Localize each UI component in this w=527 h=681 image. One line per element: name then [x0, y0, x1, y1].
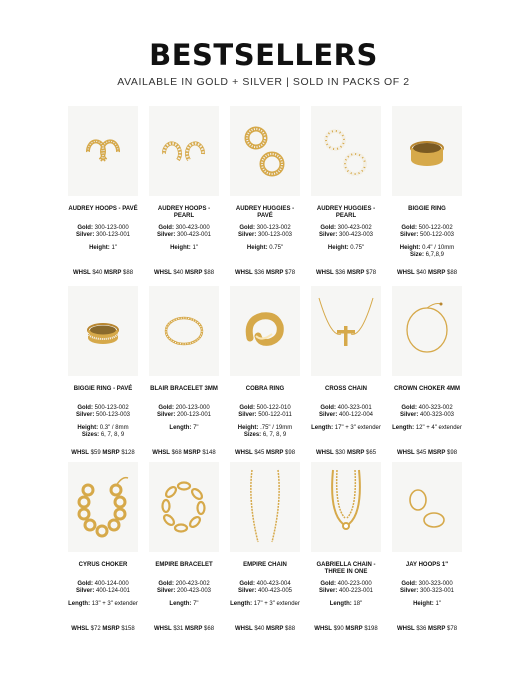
- product-card: [68, 286, 138, 456]
- product-image: [230, 462, 300, 552]
- whsl-price: $36: [335, 270, 346, 276]
- gold-sku: 300-323-000: [418, 581, 453, 587]
- msrp-price: $78: [447, 626, 458, 632]
- silver-label: Silver:: [75, 232, 95, 238]
- silver-sku: 500-122-011: [258, 412, 292, 418]
- spec-value: 17" + 3" extender: [334, 425, 381, 431]
- silver-label: Silver:: [75, 588, 95, 594]
- spec-value: 0.75": [350, 245, 365, 251]
- gold-label: Gold:: [320, 581, 336, 587]
- silver-sku: 200-423-003: [176, 588, 212, 594]
- silver-sku: 300-123-001: [95, 232, 131, 238]
- product-card: [68, 462, 138, 632]
- product-price: [230, 270, 300, 277]
- gold-sku: 400-323-002: [418, 405, 453, 411]
- product-codes: [230, 225, 300, 239]
- whsl-price: $90: [333, 626, 344, 632]
- product-name: BLAIR BRACELET 3MM: [150, 386, 218, 392]
- msrp-price: $78: [366, 270, 377, 276]
- product-image: [311, 286, 381, 376]
- product-codes: [149, 581, 219, 595]
- gold-sku: 200-123-000: [175, 405, 210, 411]
- product-spec: [392, 601, 462, 615]
- product-card: [311, 106, 381, 276]
- silver-sku: 400-223-001: [338, 588, 374, 594]
- whsl-label: WHSL: [234, 626, 253, 632]
- whsl-price: $36: [416, 626, 427, 632]
- product-price: [392, 270, 462, 277]
- spec2-value: 6,7,8,9: [425, 252, 445, 258]
- msrp-price: $128: [121, 450, 135, 456]
- msrp-price: $98: [447, 450, 458, 456]
- spec-label: Length:: [169, 425, 192, 431]
- product-name: CYRUS CHOKER: [78, 562, 128, 568]
- product-codes: [311, 225, 381, 239]
- spec-value: 17" + 3" extender: [253, 601, 300, 607]
- whsl-price: $40: [92, 270, 103, 276]
- spec-label: Height:: [89, 245, 110, 251]
- product-price: [311, 450, 381, 457]
- page-title: BESTSELLERS: [149, 38, 378, 72]
- gold-label: Gold:: [320, 405, 336, 411]
- product-card: [230, 286, 300, 456]
- gold-sku: 400-223-000: [337, 581, 372, 587]
- whsl-label: WHSL: [153, 626, 172, 632]
- spec-label: Height:: [237, 425, 259, 431]
- gold-label: Gold:: [320, 225, 336, 231]
- product-spec: [149, 601, 219, 615]
- cross-necklace-icon: [311, 286, 381, 376]
- product-name: AUDREY HOOPS - PAVÉ: [68, 206, 138, 212]
- product-price: [149, 450, 219, 457]
- product-spec: [311, 601, 381, 615]
- product-codes: [392, 581, 462, 595]
- gold-sku: 500-122-010: [256, 405, 291, 411]
- product-spec: [149, 245, 219, 259]
- silver-label: Silver:: [156, 412, 176, 418]
- silver-label: Silver:: [237, 588, 257, 594]
- spec-value: 18": [353, 601, 363, 607]
- product-price: [68, 450, 138, 457]
- product-codes: [68, 581, 138, 595]
- whsl-price: $40: [254, 626, 265, 632]
- product-card: [149, 286, 219, 456]
- msrp-price: $158: [121, 626, 135, 632]
- gold-label: Gold:: [77, 225, 93, 231]
- gold-sku: 400-423-004: [256, 581, 291, 587]
- spec-label: Length:: [169, 601, 192, 607]
- product-spec: [68, 601, 138, 615]
- spec-label: Length:: [230, 601, 253, 607]
- whsl-price: $36: [254, 270, 265, 276]
- whsl-label: WHSL: [314, 626, 332, 632]
- product-image: [230, 286, 300, 376]
- product-codes: [68, 405, 138, 419]
- gold-sku: 500-122-002: [418, 225, 453, 231]
- product-name: EMPIRE BRACELET: [155, 562, 213, 568]
- whsl-price: $68: [171, 450, 182, 456]
- whsl-label: WHSL: [234, 270, 253, 276]
- product-codes: [311, 581, 381, 595]
- product-image: [392, 106, 462, 196]
- msrp-label: MSRP: [185, 270, 203, 276]
- product-image: [68, 462, 138, 552]
- msrp-price: $198: [364, 626, 378, 632]
- spec-value: 12" + 4" extender: [415, 425, 462, 431]
- msrp-price: $78: [285, 270, 296, 276]
- spec-label: Length:: [311, 425, 334, 431]
- gold-sku: 400-323-001: [337, 405, 372, 411]
- product-card: [230, 462, 300, 632]
- pave-huggies-icon: [230, 106, 300, 196]
- spec-label: Height:: [413, 601, 434, 607]
- product-spec: [392, 245, 462, 259]
- msrp-label: MSRP: [104, 270, 122, 276]
- product-image: [311, 106, 381, 196]
- tennis-bracelet-icon: [149, 286, 219, 376]
- spec-value: 1": [192, 245, 198, 251]
- chunky-chain-icon: [68, 462, 138, 552]
- silver-label: Silver:: [399, 412, 419, 418]
- gold-sku: 300-423-000: [175, 225, 210, 231]
- product-spec: [68, 425, 138, 439]
- gold-label: Gold:: [77, 581, 93, 587]
- pave-hoops-icon: [68, 106, 138, 196]
- spec-label: Length:: [68, 601, 91, 607]
- spec2-value: 6, 7, 8, 9: [100, 432, 125, 438]
- spec-value: 1": [111, 245, 117, 251]
- product-codes: [311, 405, 381, 419]
- spec-value: 7": [193, 601, 199, 607]
- product-image: [149, 106, 219, 196]
- whsl-label: WHSL: [315, 450, 334, 456]
- spec-value: 1": [435, 601, 441, 607]
- product-name: COBRA RING: [245, 386, 285, 392]
- msrp-label: MSRP: [266, 450, 284, 456]
- product-spec: [230, 425, 300, 439]
- product-name: CROWN CHOKER 4MM: [394, 386, 460, 392]
- spec-value: 0.3" / 8mm: [99, 425, 129, 431]
- msrp-label: MSRP: [266, 270, 284, 276]
- msrp-label: MSRP: [345, 626, 363, 632]
- product-price: [149, 270, 219, 277]
- gold-label: Gold:: [239, 225, 255, 231]
- silver-sku: 400-124-001: [95, 588, 131, 594]
- msrp-price: $148: [202, 450, 216, 456]
- whsl-label: WHSL: [153, 270, 172, 276]
- product-name: BIGGIE RING - PAVÉ: [73, 386, 133, 392]
- silver-sku: 300-323-001: [419, 588, 455, 594]
- silver-sku: 200-123-001: [176, 412, 212, 418]
- product-name: BIGGIE RING: [408, 206, 446, 212]
- msrp-label: MSRP: [266, 626, 284, 632]
- product-card: [230, 106, 300, 276]
- gold-sku: 200-423-002: [175, 581, 210, 587]
- msrp-label: MSRP: [347, 270, 365, 276]
- product-spec: [149, 425, 219, 439]
- spec-label: Height:: [327, 245, 349, 251]
- spec-value: 13" + 3" extender: [91, 601, 138, 607]
- product-image: [392, 286, 462, 376]
- spec-label: Height:: [399, 245, 421, 251]
- product-image: [311, 462, 381, 552]
- silver-sku: 400-323-003: [419, 412, 455, 418]
- product-codes: [392, 405, 462, 419]
- msrp-price: $68: [204, 626, 215, 632]
- pearl-hoops-icon: [149, 106, 219, 196]
- product-card: [311, 462, 381, 632]
- msrp-label: MSRP: [347, 450, 365, 456]
- silver-label: Silver:: [399, 588, 419, 594]
- whsl-label: WHSL: [396, 450, 415, 456]
- silver-label: Silver:: [318, 412, 338, 418]
- band-ring-icon: [392, 106, 462, 196]
- msrp-label: MSRP: [428, 270, 446, 276]
- product-price: [392, 450, 462, 457]
- pearl-huggies-icon: [311, 106, 381, 196]
- product-name: AUDREY HUGGIES - PEARL: [316, 206, 376, 219]
- gold-label: Gold:: [401, 581, 417, 587]
- msrp-price: $88: [204, 270, 215, 276]
- msrp-price: $98: [285, 450, 296, 456]
- whsl-price: $30: [335, 450, 346, 456]
- whsl-label: WHSL: [72, 270, 91, 276]
- gold-label: Gold:: [239, 405, 255, 411]
- cobra-ring-icon: [230, 286, 300, 376]
- spec-label: Height:: [246, 245, 268, 251]
- silver-label: Silver:: [318, 588, 338, 594]
- choker-icon: [392, 286, 462, 376]
- product-codes: [230, 581, 300, 595]
- page-subtitle: AVAILABLE IN GOLD + SILVER | SOLD IN PACKS OF 2: [117, 76, 410, 88]
- product-price: [311, 626, 381, 633]
- gold-label: Gold:: [401, 405, 417, 411]
- product-name: EMPIRE CHAIN: [243, 562, 287, 568]
- silver-sku: 300-123-003: [257, 232, 293, 238]
- layered-chain-icon: [311, 462, 381, 552]
- fine-chain-icon: [230, 462, 300, 552]
- whsl-label: WHSL: [152, 450, 170, 456]
- product-card: [311, 286, 381, 456]
- silver-label: Silver:: [75, 412, 95, 418]
- whsl-label: WHSL: [396, 626, 415, 632]
- whsl-price: $72: [90, 626, 101, 632]
- gold-sku: 500-123-002: [94, 405, 129, 411]
- silver-label: Silver:: [238, 412, 257, 418]
- whsl-label: WHSL: [234, 450, 253, 456]
- product-price: [68, 626, 138, 633]
- product-image: [68, 106, 138, 196]
- silver-sku: 400-122-004: [338, 412, 374, 418]
- whsl-label: WHSL: [71, 626, 89, 632]
- gold-label: Gold:: [77, 405, 93, 411]
- product-card: [149, 462, 219, 632]
- silver-label: Silver:: [318, 232, 338, 238]
- product-price: [230, 626, 300, 633]
- product-card: [392, 106, 462, 276]
- product-price: [392, 626, 462, 633]
- gold-label: Gold:: [158, 225, 174, 231]
- silver-label: Silver:: [156, 232, 176, 238]
- product-codes: [149, 225, 219, 239]
- product-spec: [392, 425, 462, 439]
- whsl-label: WHSL: [396, 270, 415, 276]
- product-codes: [149, 405, 219, 419]
- gold-sku: 400-124-000: [94, 581, 129, 587]
- whsl-label: WHSL: [71, 450, 89, 456]
- product-image: [149, 286, 219, 376]
- silver-label: Silver:: [156, 588, 176, 594]
- product-card: [392, 462, 462, 632]
- spec-value: .75" / 19mm: [260, 425, 293, 431]
- spec2-value: 6, 7, 8, 9: [262, 432, 287, 438]
- whsl-label: WHSL: [315, 270, 334, 276]
- product-name: CROSS CHAIN: [324, 386, 367, 392]
- whsl-price: $45: [254, 450, 265, 456]
- spec-value: 0.4" / 10mm: [422, 245, 455, 251]
- whsl-price: $45: [416, 450, 427, 456]
- product-spec: [230, 245, 300, 259]
- product-price: [68, 270, 138, 277]
- product-codes: [392, 225, 462, 239]
- silver-label: Silver:: [237, 232, 257, 238]
- gold-sku: 300-423-002: [337, 225, 372, 231]
- product-codes: [230, 405, 300, 419]
- msrp-price: $88: [285, 626, 296, 632]
- spec-value: 0.75": [269, 245, 284, 251]
- link-bracelet-icon: [149, 462, 219, 552]
- product-spec: [68, 245, 138, 259]
- msrp-label: MSRP: [185, 626, 203, 632]
- product-price: [311, 270, 381, 277]
- product-card: [392, 286, 462, 456]
- silver-sku: 400-423-005: [257, 588, 293, 594]
- product-image: [68, 286, 138, 376]
- gold-label: Gold:: [239, 581, 255, 587]
- whsl-price: $40: [416, 270, 427, 276]
- msrp-label: MSRP: [428, 626, 446, 632]
- gold-label: Gold:: [158, 581, 174, 587]
- product-image: [230, 106, 300, 196]
- pave-ring-icon: [68, 286, 138, 376]
- spec-value: 7": [193, 425, 199, 431]
- whsl-price: $59: [90, 450, 101, 456]
- msrp-price: $65: [366, 450, 377, 456]
- silver-sku: 300-423-001: [176, 232, 212, 238]
- silver-sku: 500-123-003: [95, 412, 131, 418]
- thin-hoops-icon: [392, 462, 462, 552]
- product-image: [149, 462, 219, 552]
- msrp-price: $88: [447, 270, 458, 276]
- product-spec: [311, 425, 381, 439]
- spec-label: Height:: [77, 425, 99, 431]
- spec-label: Length:: [329, 601, 352, 607]
- msrp-label: MSRP: [102, 450, 120, 456]
- gold-label: Gold:: [401, 225, 417, 231]
- spec2-label: Sizes:: [243, 432, 262, 438]
- product-spec: [230, 601, 300, 615]
- spec-label: Length:: [392, 425, 415, 431]
- product-image: [392, 462, 462, 552]
- msrp-price: $88: [123, 270, 134, 276]
- whsl-price: $40: [173, 270, 184, 276]
- msrp-label: MSRP: [183, 450, 201, 456]
- msrp-label: MSRP: [428, 450, 446, 456]
- spec-label: Height:: [170, 245, 191, 251]
- product-card: [149, 106, 219, 276]
- product-name: AUDREY HUGGIES - PAVÉ: [235, 206, 295, 219]
- product-card: [68, 106, 138, 276]
- spec2-label: Size:: [409, 252, 424, 258]
- product-name: AUDREY HOOPS - PEARL: [157, 206, 211, 219]
- product-name: GABRIELLA CHAIN - THREE IN ONE: [316, 562, 376, 575]
- gold-label: Gold:: [158, 405, 174, 411]
- silver-sku: 500-122-003: [419, 232, 455, 238]
- whsl-price: $31: [173, 626, 184, 632]
- silver-sku: 300-423-003: [338, 232, 374, 238]
- product-spec: [311, 245, 381, 259]
- spec2-label: Sizes:: [81, 432, 100, 438]
- product-codes: [68, 225, 138, 239]
- gold-sku: 300-123-000: [94, 225, 129, 231]
- silver-label: Silver:: [399, 232, 419, 238]
- product-name: JAY HOOPS 1": [405, 562, 449, 568]
- gold-sku: 300-123-002: [256, 225, 291, 231]
- product-price: [149, 626, 219, 633]
- product-price: [230, 450, 300, 457]
- msrp-label: MSRP: [102, 626, 120, 632]
